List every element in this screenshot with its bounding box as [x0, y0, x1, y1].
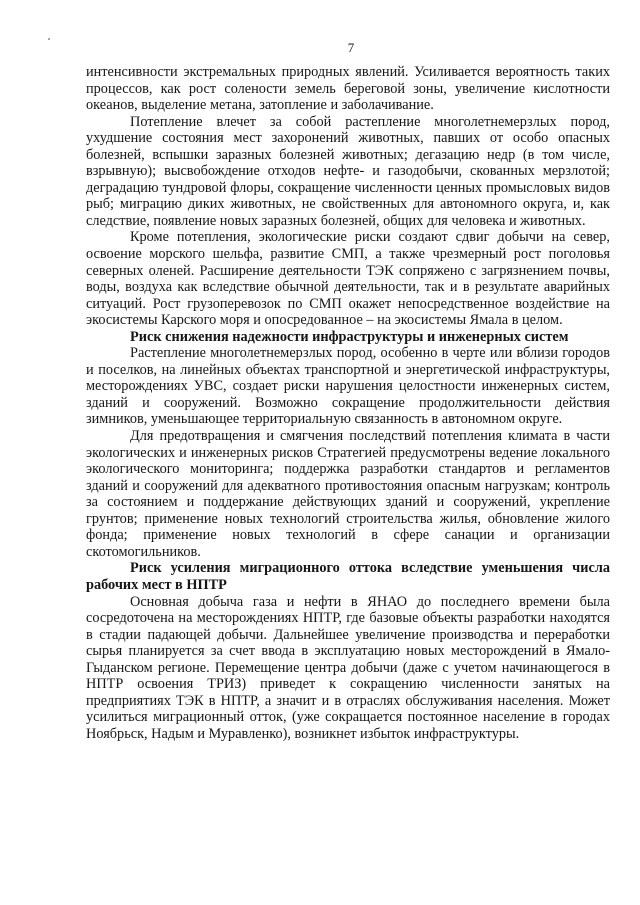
heading-infrastructure-risk: Риск снижения надежности инфраструктуры и инженерных систем	[130, 328, 569, 345]
paragraph-risk-intensity: интенсивности экстремальных природных явлений. Усиливается вероятность таких процессов, как рост солености земель береговой зоны, увеличение кислотности океанов, выделение метана, затопление и заболачивание.	[86, 64, 610, 114]
paragraph-warming-effects: Потепление влечет за собой растепление многолетнемерзлых пород, ухудшение состояния мест захоронений животных, павших от особо опасных болезней, вспышки заразных болезней животных; дегазацию недр (в том числе, взрывную); высвобождение отходов нефте- и газодобычи, скованных мерзлотой; деградацию тундровой флоры, сокращение численности ценных промысловых видов рыб; миграцию диких животных, не свойственных для автономного округа, и, как следствие, появление новых заразных болезней, общих для человека и животных.	[86, 113, 610, 229]
paragraph-mitigation-measures: Для предотвращения и смягчения последствий потепления климата в части экологических и инженерных рисков Стратегией предусмотрены ведение локального экологического мониторинга; поддержка разработки стандартов и регламентов зданий и сооружений для адекватного противостояния опасным нагрузкам; контроль за состоянием и поддержание действующих зданий и сооружений, укрепление грунтов; применение новых технологий строительства жилья, обновление жилого фонда; применение новых технологий в сфере санации и организации скотомогильников.	[86, 428, 610, 560]
paragraph-ecological-risks: Кроме потепления, экологические риски создают сдвиг добычи на север, освоение морского шельфа, развитие СМП, а также чрезмерный рост поголовья северных оленей. Расширение деятельности ТЭК сопряжено с загрязнением почвы, воды, воздуха как вследствие обычной деятельности, так и в результате аварийных ситуаций. Рост грузоперевозок по СМП окажет непосредственное воздействие на экосистемы Карского моря и опосредованное – на экосистемы Ямала в целом.	[86, 229, 610, 329]
paragraph-production-shift: Основная добыча газа и нефти в ЯНАО до последнего времени была сосредоточена на месторождениях НПТР, где базовые объекты разработки находятся в стадии падающей добычи. Дальнейшее увеличение производства и переработки сырья планируется за счет ввода в эксплуатацию новых месторождений в Ямало-Гыданском регионе. Перемещение центра добычи (даже с учетом начинающегося в НПТР освоения ТРИЗ) приведет к сокращению численности занятых на предприятиях ТЭК в НПТР, а значит и в отраслях обслуживания населения. Может усилиться миграционный отток, (уже сокращается постоянное население в городах Ноябрьск, Надым и Муравленко), возникнет избыток инфраструктуры.	[86, 593, 610, 742]
paragraph-permafrost-thaw: Растепление многолетнемерзлых пород, особенно в черте или вблизи городов и поселков, на линейных объектах транспортной и энергетической инфраструктуры, месторождениях УВС, создает риски нарушения целостности инженерных систем, зданий и сооружений. Возможно сокращение продолжительности действия зимников, уменьшающее территориальную связанность в автономном округе.	[86, 345, 610, 428]
heading-migration-risk: Риск усиления миграционного оттока вследствие уменьшения числа рабочих мест в НПТР	[86, 560, 610, 593]
page-number: 7	[347, 40, 355, 55]
scan-speck	[48, 38, 50, 40]
